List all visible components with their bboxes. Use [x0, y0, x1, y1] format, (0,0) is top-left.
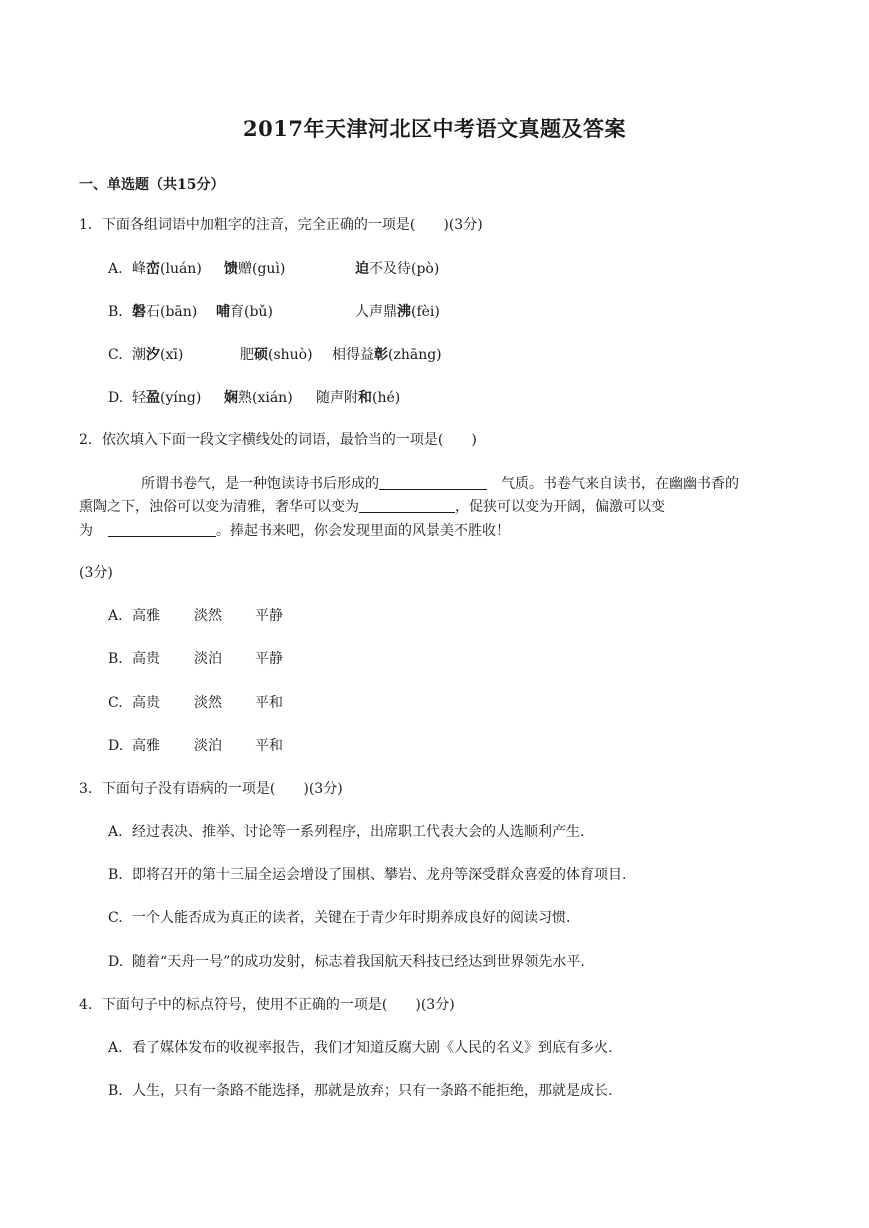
question-4-option-b: B. 人生，只有一条路不能选择，那就是放弃；只有一条路不能拒绝，那就是成长.: [108, 1083, 613, 1099]
question-4-stem: 4．下面句子中的标点符号，使用不正确的一项是( )(3分): [79, 997, 455, 1013]
passage-line-2: 熏陶之下，浊俗可以变为清雅，奢华可以变为 ，促狭可以变为开阔，偏激可以变: [79, 499, 665, 515]
section-heading: 一、单选题（共15分）: [79, 177, 225, 193]
option-word-2: 哺育(bǔ): [216, 304, 273, 320]
question-2-option-b: B. 高贵 淡泊 平静: [108, 651, 283, 667]
question-2-stem: 2．依次填入下面一段文字横线处的词语，最恰当的一项是( ): [79, 432, 477, 448]
option-word-2: 娴熟(xián): [224, 390, 293, 406]
fill-blank-1: [379, 475, 487, 490]
question-3-option-c: C. 一个人能否成为真正的读者，关键在于青少年时期养成良好的阅读习惯.: [108, 910, 571, 926]
fill-blank-2: [359, 498, 455, 513]
option-word-3: 人声鼎沸(fèi): [355, 304, 440, 320]
option-letter: C.: [108, 347, 123, 363]
option-word-3: 相得益彰(zhāng): [332, 347, 442, 363]
passage-line-1: 所谓书卷气，是一种饱读诗书后形成的 气质。书卷气来自读书，在幽幽书香的: [141, 476, 739, 492]
question-2-option-d: D. 高雅 淡泊 平和: [108, 738, 283, 754]
option-letter: B.: [108, 304, 123, 320]
question-2-points: (3分): [79, 565, 113, 581]
option-word-2: 馈赠(guì): [224, 261, 286, 277]
option-letter: A.: [108, 261, 123, 277]
question-2-option-c: C. 高贵 淡然 平和: [108, 695, 283, 711]
option-word-1: 磐石(bān): [132, 304, 198, 320]
question-3-stem: 3．下面句子没有语病的一项是( )(3分): [79, 781, 343, 797]
option-word-1: 轻盈(yíng): [132, 390, 202, 406]
fill-blank-3: [108, 522, 216, 537]
question-3-option-b: B. 即将召开的第十三届全运会增设了围棋、攀岩、龙舟等深受群众喜爱的体育项目.: [108, 867, 627, 883]
option-word-3: 随声附和(hé): [316, 390, 401, 406]
option-word-3: 迫不及待(pò): [355, 261, 440, 277]
passage-line-3: 为 。捧起书来吧，你会发现里面的风景美不胜收！: [79, 523, 510, 539]
question-1-option-c: [108, 346, 442, 364]
question-4-option-a: A. 看了媒体发布的收视率报告，我们才知道反腐大剧《人民的名义》到底有多火.: [108, 1040, 613, 1056]
option-word-2: 肥硕(shuò): [240, 347, 313, 363]
question-3-option-a: A. 经过表决、推举、讨论等一系列程序，出席职工代表大会的人选顺利产生.: [108, 824, 585, 840]
option-word-1: 峰峦(luán): [132, 261, 202, 277]
question-1-option-a: [108, 260, 440, 278]
question-1-option-b: [108, 303, 440, 321]
question-3-option-d: D. 随着“天舟一号”的成功发射，标志着我国航天科技已经达到世界领先水平.: [108, 954, 585, 970]
page-title: 2017年天津河北区中考语文真题及答案: [243, 116, 626, 141]
question-2-option-a: A. 高雅 淡然 平静: [108, 608, 283, 624]
question-1-option-d: [108, 389, 401, 407]
question-1-stem: 1．下面各组词语中加粗字的注音，完全正确的一项是( )(3分): [79, 217, 483, 233]
option-word-1: 潮汐(xī): [132, 347, 184, 363]
option-letter: D.: [108, 390, 124, 406]
